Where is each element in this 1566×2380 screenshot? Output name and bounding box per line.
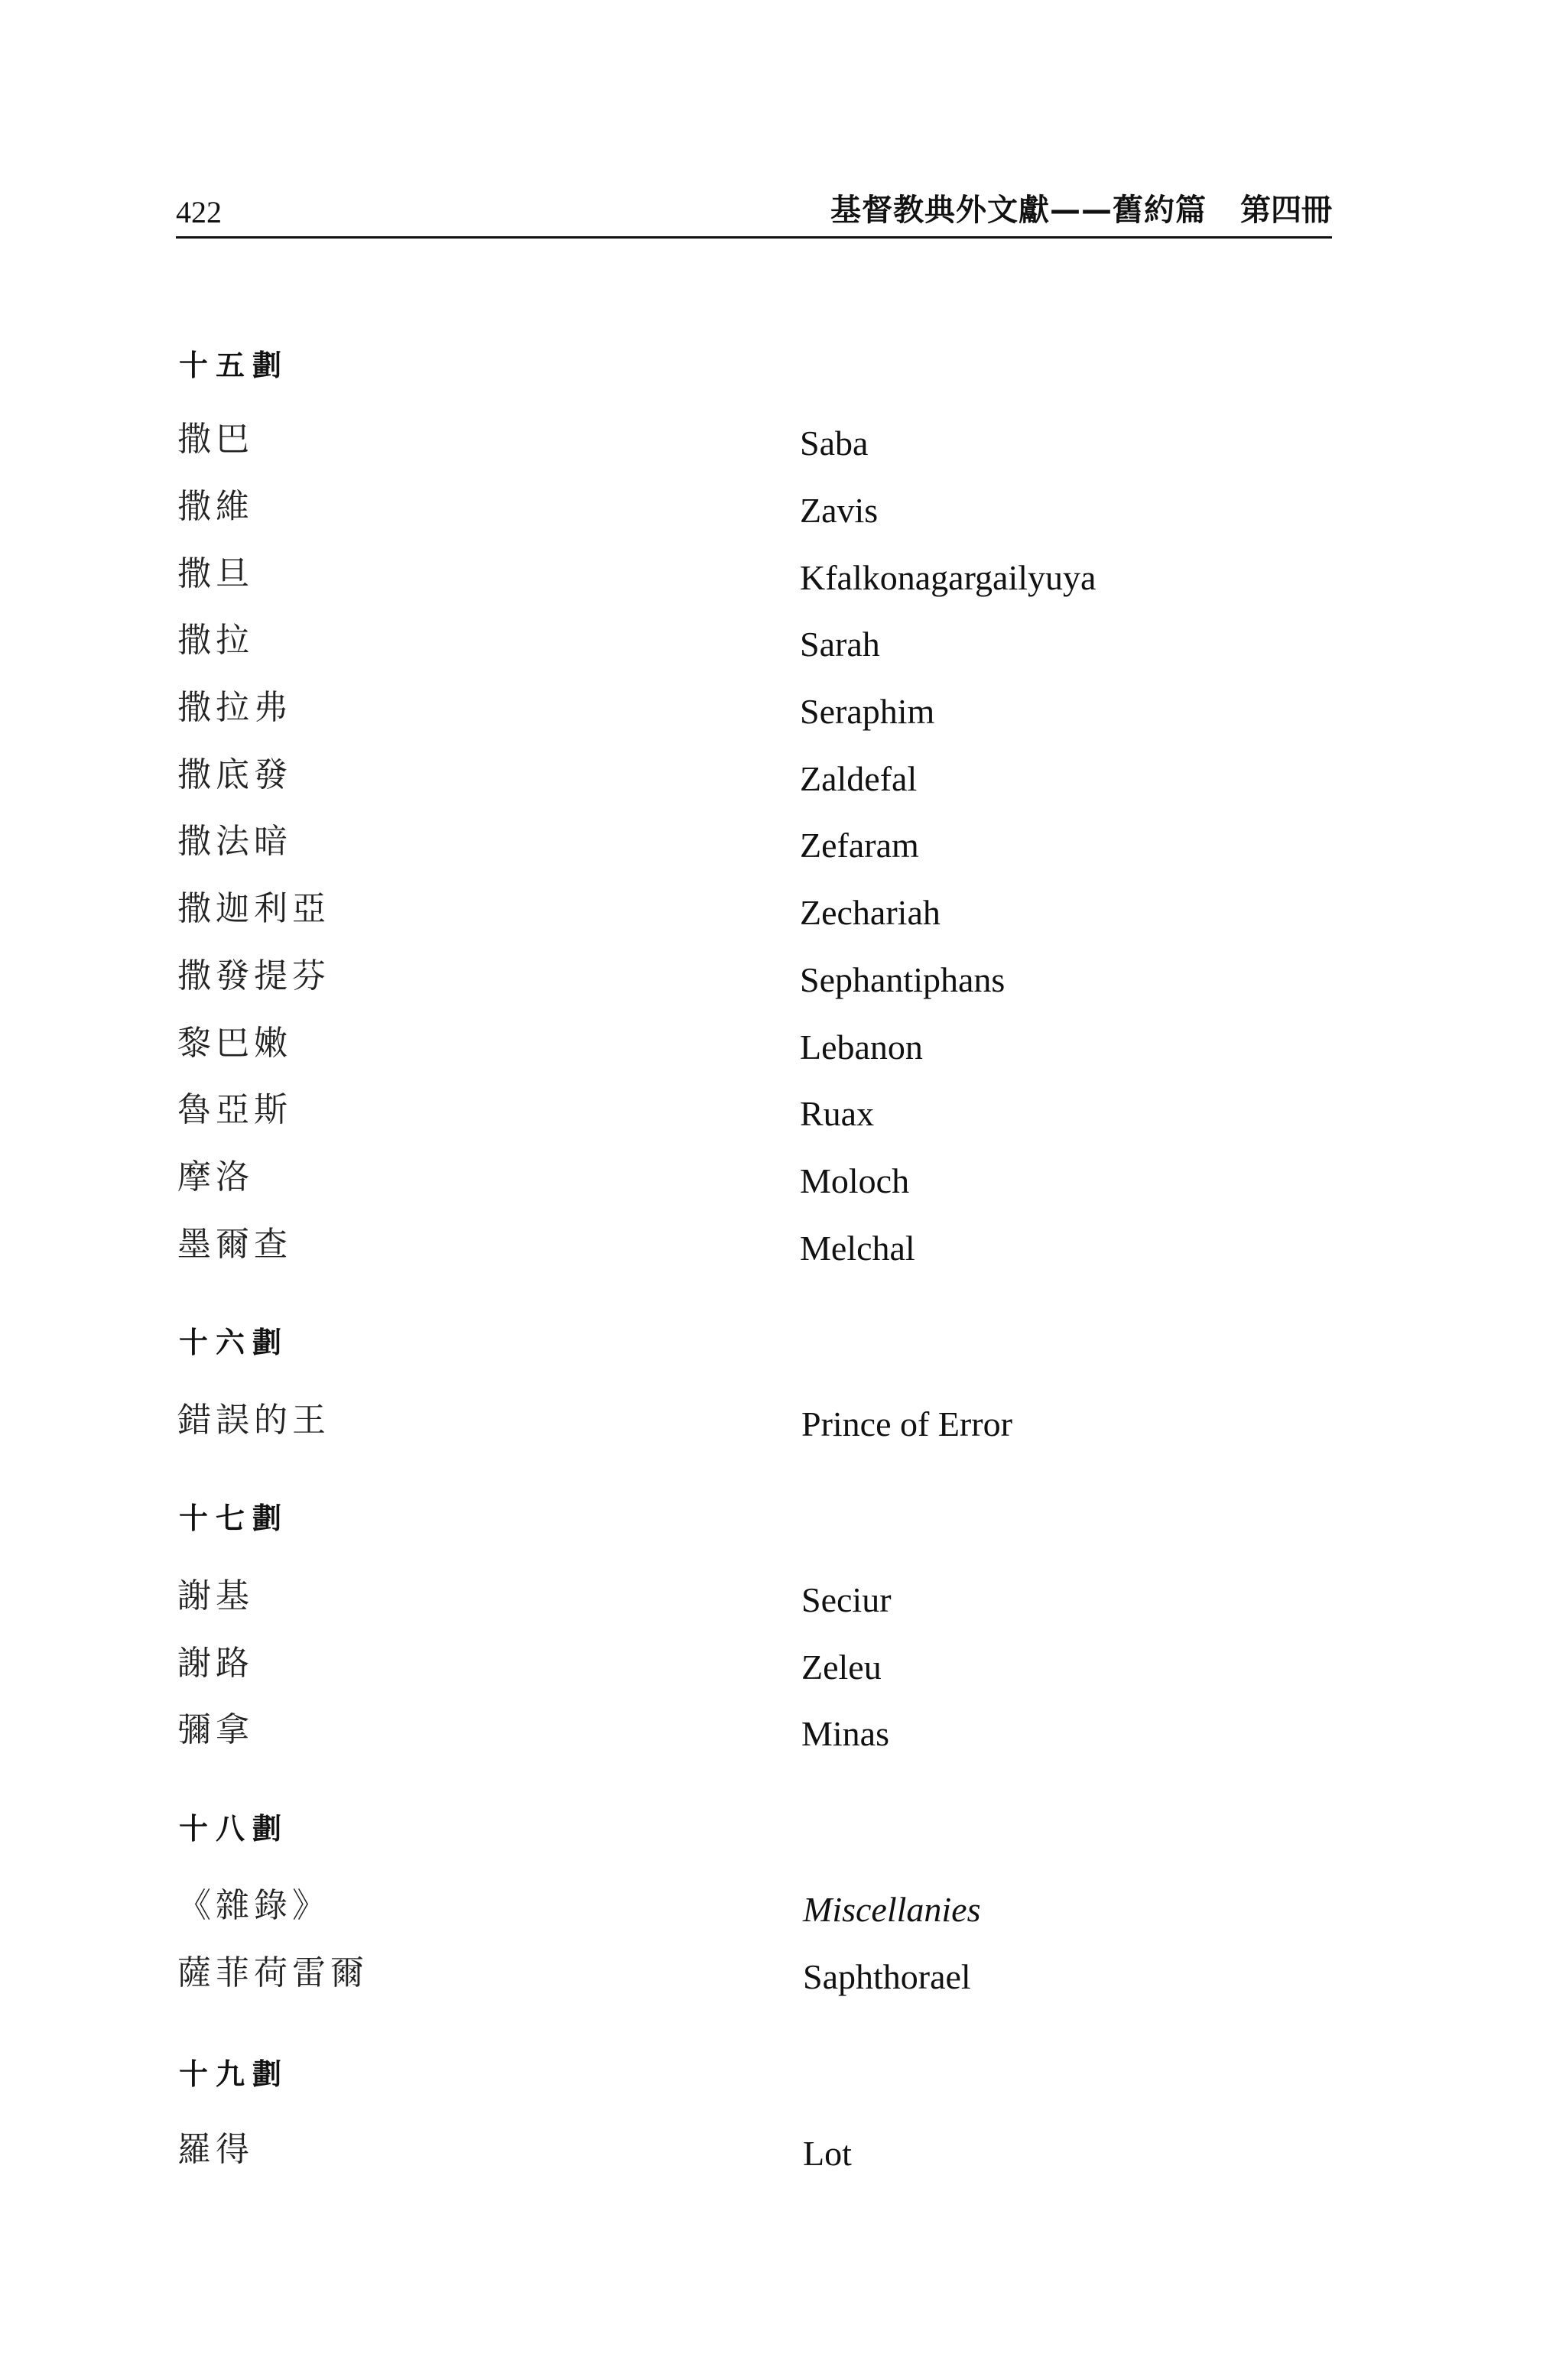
entry-english: Seciur — [801, 1580, 892, 1619]
entry-english: Zechariah — [800, 893, 941, 932]
entry-english: Zaldefal — [800, 759, 918, 798]
section-heading-19: 十九劃 — [179, 2057, 290, 2091]
entry-chinese: 撒迦利亞 — [177, 889, 330, 928]
page-number: 422 — [176, 195, 222, 229]
entry-english: Kfalkonagargailyuya — [800, 558, 1097, 597]
entry-english: Saba — [800, 424, 869, 463]
running-title — [830, 191, 1332, 229]
entry-chinese: 撒拉弗 — [177, 688, 292, 727]
entry-chinese: 魯亞斯 — [177, 1090, 292, 1129]
entry-english-italic: Miscellanies — [803, 1890, 981, 1929]
entry-chinese: 撒發提芬 — [177, 956, 330, 995]
entry-chinese: 撒底發 — [177, 755, 292, 794]
entry-chinese: 彌拿 — [177, 1710, 254, 1749]
entry-chinese: 撒旦 — [177, 554, 254, 593]
entry-english: Minas — [801, 1714, 889, 1753]
entry-chinese: 撒法暗 — [177, 822, 292, 861]
header-rule — [176, 236, 1332, 239]
entry-chinese: 黎巴嫩 — [177, 1024, 292, 1063]
entry-chinese: 謝基 — [177, 1576, 254, 1615]
entry-english: Zefaram — [800, 826, 919, 865]
entry-chinese: 錯誤的王 — [177, 1401, 330, 1440]
entry-english: Prince of Error — [801, 1404, 1012, 1443]
entry-english: Lot — [803, 2134, 852, 2173]
entry-chinese: 摩洛 — [177, 1158, 254, 1196]
entry-chinese: 薩菲荷雷爾 — [177, 1953, 369, 1992]
section-heading-17: 十七劃 — [179, 1502, 290, 1535]
volume-label: 第四冊 — [1240, 193, 1332, 228]
entry-english: Zavis — [800, 491, 879, 530]
entry-english: Sephantiphans — [800, 960, 1006, 999]
entry-english: Saphthorael — [803, 1957, 971, 1996]
section-heading-18: 十八劃 — [179, 1812, 290, 1846]
entry-english: Lebanon — [800, 1028, 923, 1067]
entry-chinese: 《雜錄》 — [177, 1886, 330, 1925]
entry-english: Moloch — [800, 1161, 910, 1200]
entry-english: Zeleu — [801, 1648, 882, 1687]
entry-english: Seraphim — [800, 692, 935, 731]
entry-chinese: 羅得 — [177, 2130, 254, 2169]
section-heading-15: 十五劃 — [179, 349, 290, 382]
section-heading-16: 十六劃 — [179, 1326, 290, 1359]
entry-english: Ruax — [800, 1094, 875, 1133]
entry-chinese: 墨爾查 — [177, 1225, 292, 1264]
entry-chinese: 撒拉 — [177, 621, 254, 660]
entry-chinese: 撒維 — [177, 487, 254, 526]
entry-chinese: 謝路 — [177, 1644, 254, 1683]
entry-chinese: 撒巴 — [177, 420, 254, 459]
book-title: 基督教典外文獻——舊約篇 — [830, 193, 1207, 228]
entry-english: Melchal — [800, 1229, 915, 1268]
entry-english: Sarah — [800, 625, 880, 664]
